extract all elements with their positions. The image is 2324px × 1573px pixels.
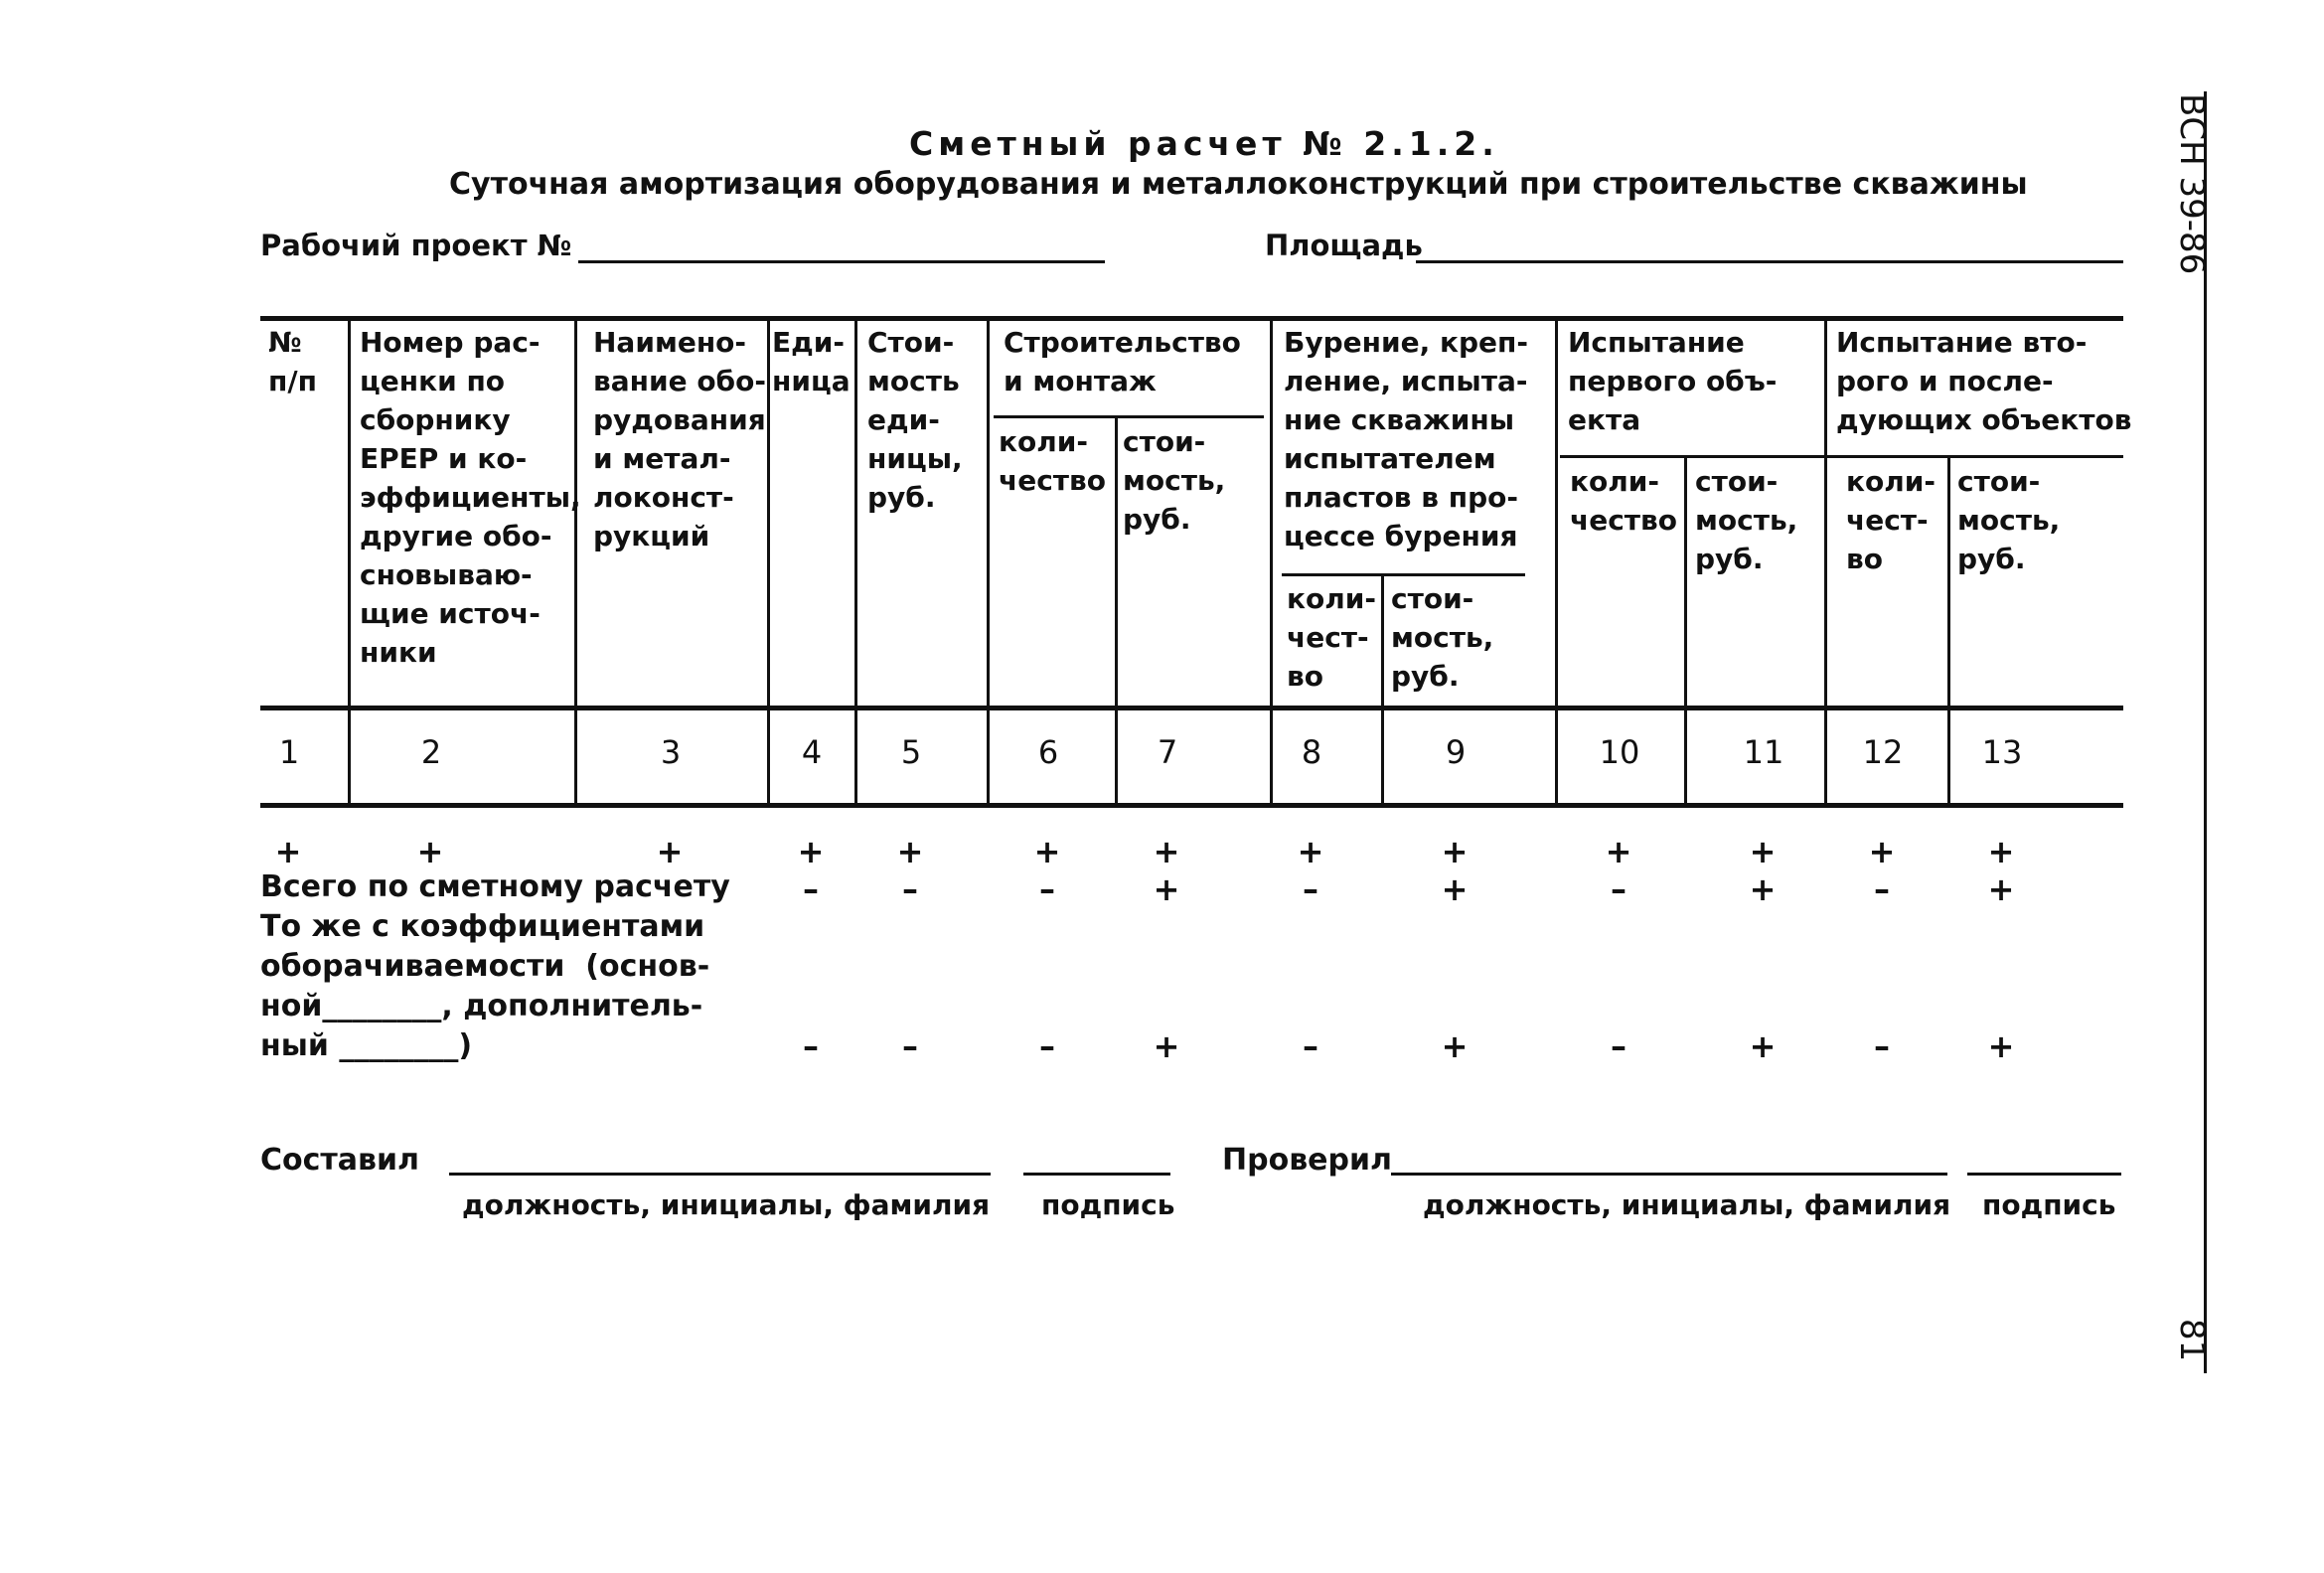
checked-by-label: Проверил (1222, 1143, 1392, 1178)
col-number-2: 2 (420, 733, 442, 771)
group4-divider (1828, 455, 2123, 458)
header-col-9: стои- мость, руб. (1391, 582, 1494, 693)
header-col-6: коли- чество (999, 425, 1106, 497)
coef-mark-col-8: – (1303, 1027, 1318, 1065)
project-number-line (578, 260, 1105, 263)
marker-col-6: + (1033, 833, 1061, 870)
project-label: Рабочий проект № (260, 229, 572, 262)
total-mark-col-11: + (1749, 870, 1777, 908)
marker-col-9: + (1441, 833, 1469, 870)
document-title: Сметный расчет № 2.1.2. (909, 124, 1499, 163)
document-subtitle: Суточная амортизация оборудования и металлоконструкций при строительстве скважины (449, 167, 2028, 202)
coef-mark-col-13: + (1987, 1027, 2015, 1065)
header-group-construction: Строительство и монтаж (1004, 326, 1241, 397)
header-col-3: Наимено- вание обо- рудования и метал- локонст- рукций (593, 326, 766, 552)
compiled-signature-caption: подпись (1041, 1188, 1175, 1221)
col-number-5: 5 (900, 733, 922, 771)
header-col-13: стои- мость, руб. (1957, 465, 2061, 575)
header-col-4: Еди- ница (772, 326, 851, 397)
checked-signature-caption: подпись (1982, 1188, 2116, 1221)
total-label: Всего по сметному расчету (260, 869, 730, 904)
col-sep-4 (854, 318, 857, 803)
marker-col-2: + (416, 833, 444, 870)
header-col-2: Номер рас- ценки по сборнику ЕРЕР и ко- эффициенты, другие обо- сновываю- щие источ- ники (360, 326, 581, 669)
side-rule (2204, 91, 2207, 1373)
col-number-9: 9 (1445, 733, 1467, 771)
header-col-7: стои- мость, руб. (1123, 425, 1226, 536)
col-sep-3 (767, 318, 770, 803)
col-number-12: 12 (1862, 733, 1904, 771)
total-mark-col-4: – (803, 870, 819, 908)
marker-col-11: + (1749, 833, 1777, 870)
page-number: 81 (2172, 1319, 2212, 1362)
table-top-border (260, 316, 2123, 321)
col-sep-1 (348, 318, 351, 803)
checked-position-caption: должность, инициалы, фамилия (1423, 1188, 1951, 1221)
col-number-10: 10 (1599, 733, 1640, 771)
header-col-8: коли- чест- во (1287, 582, 1376, 693)
col-sep-10 (1684, 455, 1687, 803)
marker-col-12: + (1868, 833, 1896, 870)
coef-mark-col-10: – (1611, 1027, 1627, 1065)
document-code: ВСН 39-86 (2172, 93, 2212, 275)
header-col-5: Стои- мость еди- ницы, руб. (867, 326, 963, 514)
compiled-signature-line (1023, 1173, 1170, 1176)
compiled-by-label: Составил (260, 1143, 420, 1178)
coef-mark-col-9: + (1441, 1027, 1469, 1065)
col-number-1: 1 (278, 733, 300, 771)
col-number-8: 8 (1301, 733, 1322, 771)
header-col-12: коли- чест- во (1846, 465, 1936, 575)
col-number-11: 11 (1743, 733, 1784, 771)
numbers-bottom-border (260, 803, 2123, 808)
col-number-13: 13 (1981, 733, 2023, 771)
coef-mark-col-12: – (1874, 1027, 1890, 1065)
marker-col-1: + (274, 833, 302, 870)
header-bottom-border (260, 706, 2123, 710)
total-mark-col-12: – (1874, 870, 1890, 908)
header-col-1: № п/п (268, 326, 317, 397)
header-group-first-object: Испытание первого объ- екта (1568, 326, 1778, 436)
coef-mark-col-4: – (803, 1027, 819, 1065)
side-margin (2158, 91, 2228, 1373)
area-label: Площадь (1265, 229, 1423, 262)
area-line (1416, 260, 2123, 263)
marker-col-13: + (1987, 833, 2015, 870)
group1-divider (994, 415, 1264, 418)
checked-signature-line (1967, 1173, 2121, 1176)
col-sep-7 (1270, 318, 1273, 803)
header-group-drilling: Бурение, креп- ление, испыта- ние скважины испытателем пластов в про- цессе бурения (1284, 326, 1528, 552)
col-number-6: 6 (1037, 733, 1059, 771)
marker-col-5: + (896, 833, 924, 870)
coef-mark-col-6: – (1039, 1027, 1055, 1065)
col-number-7: 7 (1157, 733, 1178, 771)
total-mark-col-7: + (1153, 870, 1180, 908)
group2-divider (1282, 573, 1525, 576)
marker-col-7: + (1153, 833, 1180, 870)
coef-mark-col-5: – (902, 1027, 918, 1065)
col-sep-5 (987, 318, 990, 803)
col-sep-11 (1824, 318, 1827, 803)
compiled-position-caption: должность, инициалы, фамилия (462, 1188, 991, 1221)
marker-col-8: + (1297, 833, 1324, 870)
header-col-11: стои- мость, руб. (1695, 465, 1798, 575)
header-group-other-objects: Испытание вто- рого и после- дующих объектов (1836, 326, 2132, 436)
coefficient-label: То же с коэффициентами оборачиваемости (основ- ной________, дополнитель- ный ________) (260, 909, 710, 1063)
total-mark-col-10: – (1611, 870, 1627, 908)
col-sep-8 (1381, 573, 1384, 803)
total-mark-col-8: – (1303, 870, 1318, 908)
marker-col-10: + (1605, 833, 1632, 870)
compiled-position-line (449, 1173, 991, 1176)
coef-mark-col-11: + (1749, 1027, 1777, 1065)
col-sep-9 (1555, 318, 1558, 803)
total-mark-col-9: + (1441, 870, 1469, 908)
marker-col-4: + (797, 833, 825, 870)
coef-mark-col-7: + (1153, 1027, 1180, 1065)
marker-col-3: + (656, 833, 684, 870)
total-mark-col-13: + (1987, 870, 2015, 908)
total-mark-col-5: – (902, 870, 918, 908)
group3-divider (1560, 455, 1833, 458)
col-number-3: 3 (660, 733, 682, 771)
col-number-4: 4 (801, 733, 823, 771)
checked-position-line (1391, 1173, 1947, 1176)
header-col-10: коли- чество (1570, 465, 1677, 537)
total-mark-col-6: – (1039, 870, 1055, 908)
